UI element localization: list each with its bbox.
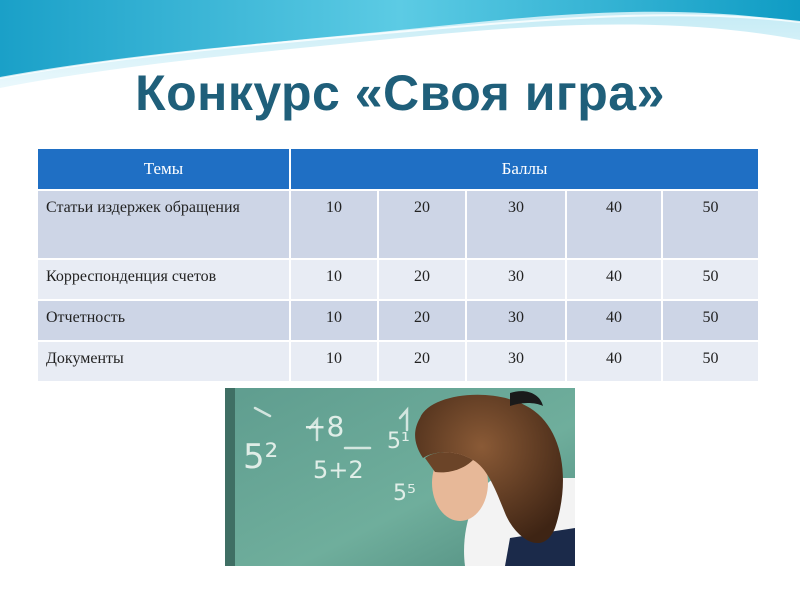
photo-girl-at-chalkboard	[225, 388, 575, 566]
score-cell[interactable]: 50	[662, 190, 758, 259]
score-cell[interactable]: 50	[662, 300, 758, 341]
scores-table	[38, 149, 758, 381]
score-cell[interactable]: 10	[290, 259, 378, 300]
score-cell[interactable]: 40	[566, 300, 662, 341]
board-text: 5+2	[313, 456, 364, 484]
header-points: Баллы	[290, 149, 758, 190]
table-header-row	[38, 149, 758, 190]
score-cell[interactable]: 20	[378, 259, 466, 300]
score-cell[interactable]: 50	[662, 341, 758, 381]
score-cell[interactable]: 20	[378, 190, 466, 259]
score-cell[interactable]: 20	[378, 341, 466, 381]
header-topics: Темы	[38, 149, 290, 190]
score-cell[interactable]: 30	[466, 190, 566, 259]
score-cell[interactable]: 20	[378, 300, 466, 341]
score-cell[interactable]: 10	[290, 300, 378, 341]
topic-cell: Документы	[38, 341, 290, 381]
board-text: 5¹	[387, 429, 410, 454]
score-cell[interactable]: 40	[566, 341, 662, 381]
score-cell[interactable]: 40	[566, 190, 662, 259]
score-cell[interactable]: 10	[290, 341, 378, 381]
topic-cell: Отчетность	[38, 300, 290, 341]
table-row	[38, 300, 758, 341]
score-cell[interactable]: 30	[466, 341, 566, 381]
topic-cell: Корреспонденция счетов	[38, 259, 290, 300]
topic-cell: Статьи издержек обращения	[38, 190, 290, 259]
score-cell[interactable]: 30	[466, 300, 566, 341]
score-cell[interactable]: 10	[290, 190, 378, 259]
table-row	[38, 341, 758, 381]
board-text: 5²	[243, 437, 279, 477]
table-row	[38, 190, 758, 259]
board-text: 5⁵	[393, 481, 416, 506]
score-cell[interactable]: 30	[466, 259, 566, 300]
score-cell[interactable]: 40	[566, 259, 662, 300]
slide-title: Конкурс «Своя игра»	[135, 65, 665, 121]
score-cell[interactable]: 50	[662, 259, 758, 300]
board-text: −8	[303, 410, 345, 443]
table-row	[38, 259, 758, 300]
